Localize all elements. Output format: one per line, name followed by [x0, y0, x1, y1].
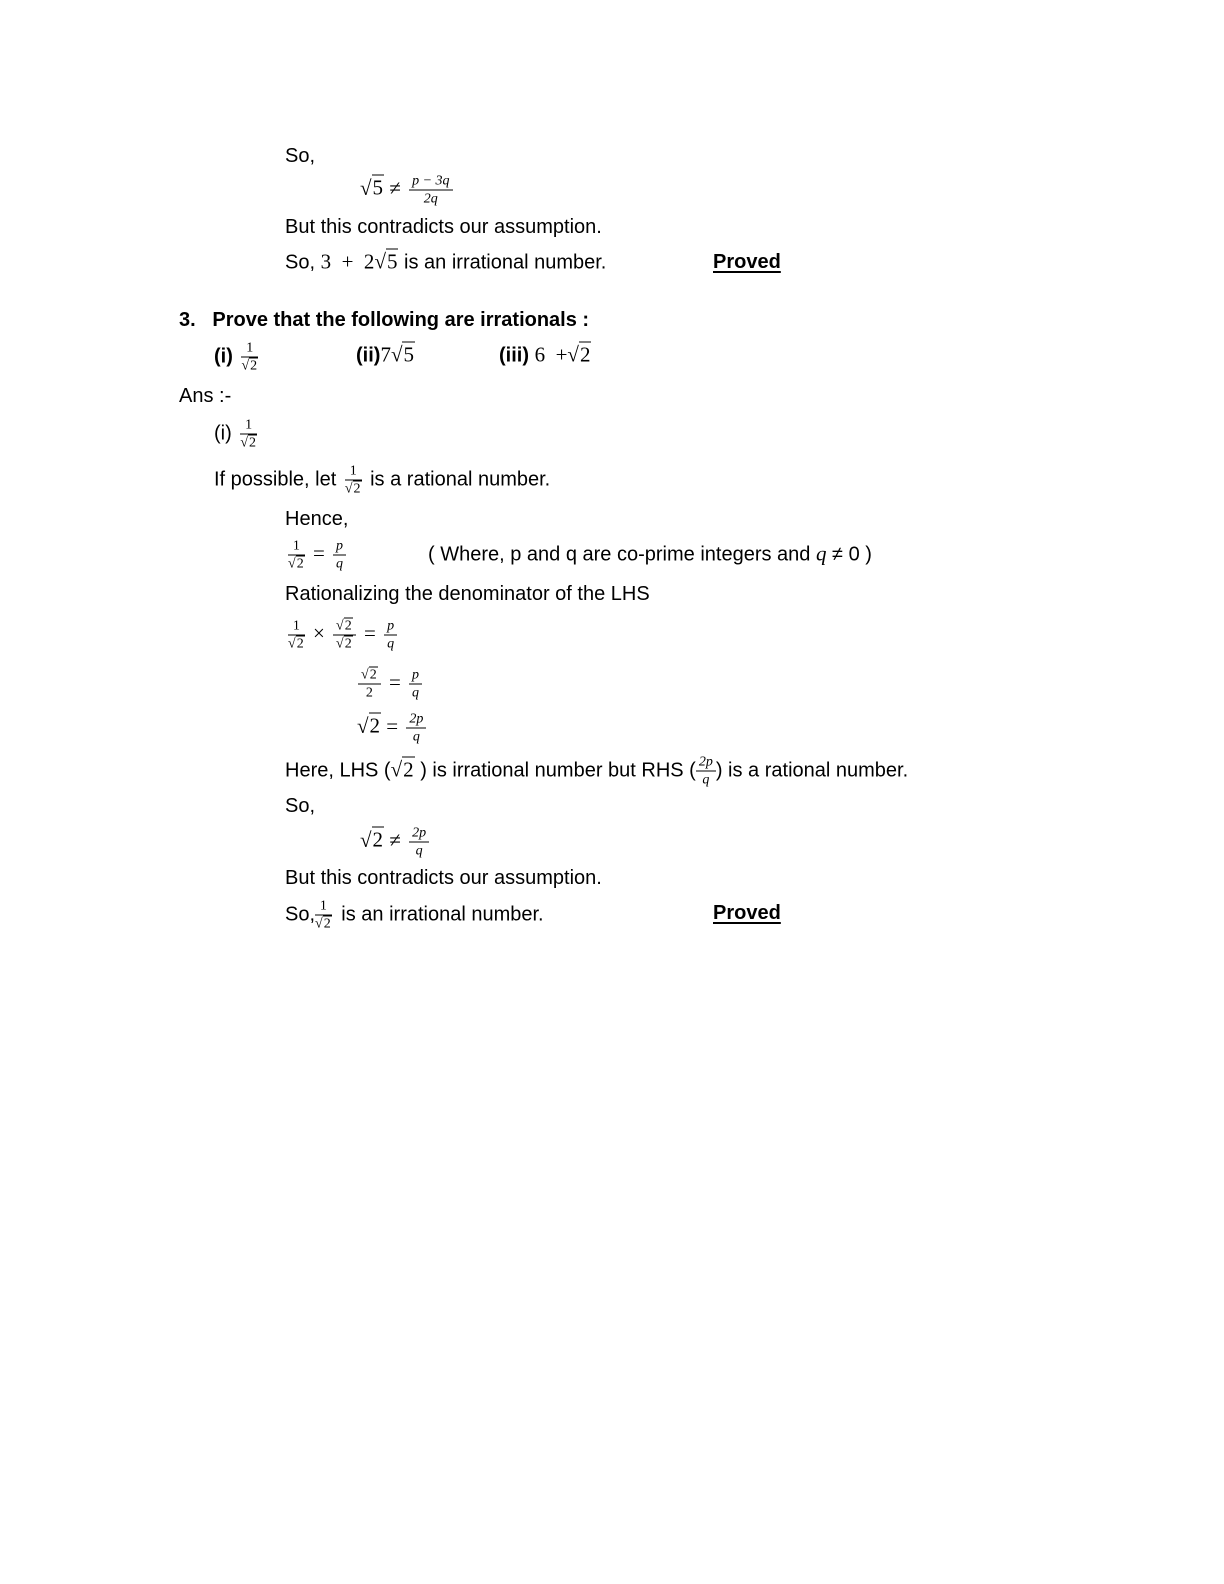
- fraction: [241, 340, 258, 375]
- math-expression: 7: [380, 342, 391, 367]
- numerator: 1: [345, 463, 362, 481]
- times-sign: ×: [312, 620, 325, 645]
- statement-part: ) is irrational number but RHS (: [420, 759, 696, 782]
- numerator: p: [409, 667, 422, 685]
- math-expression: 3 + 2: [320, 249, 375, 274]
- denominator: q: [415, 843, 423, 859]
- note-end: ≠ 0 ): [832, 543, 872, 566]
- equation-3: [355, 667, 425, 702]
- item-label: (iii): [499, 344, 529, 367]
- fraction: $\frac{√2}{2}$: [358, 667, 381, 702]
- numerator: p: [333, 538, 346, 556]
- inequality-sqrt2: [360, 825, 432, 860]
- radicand: 2: [250, 358, 258, 374]
- denominator: q: [336, 556, 344, 572]
- assumption-suffix: is a rational number.: [370, 468, 551, 491]
- numerator: 1: [288, 538, 305, 556]
- fraction: [696, 754, 716, 789]
- radicand: 2: [369, 713, 381, 738]
- radicand: 5: [403, 342, 414, 367]
- denominator: √2: [241, 358, 258, 374]
- equals-sign: =: [363, 620, 376, 645]
- radicand: 2: [372, 827, 384, 852]
- fraction: [384, 618, 397, 653]
- radicand: 5: [372, 175, 384, 200]
- fraction: $\frac{1}{√2}$: [288, 618, 304, 652]
- radicand: 2: [296, 636, 304, 652]
- fraction: $\frac{1}{√2}$: [288, 538, 304, 572]
- radicand: 2: [403, 757, 414, 782]
- fraction: [409, 667, 422, 702]
- item-label: (ii): [356, 344, 381, 367]
- radicand: 5: [386, 249, 398, 274]
- equals-sign: =: [386, 713, 399, 738]
- denominator: q: [412, 729, 420, 745]
- part-label: (i): [214, 422, 232, 445]
- fraction: [406, 711, 426, 746]
- question-item-i: [214, 340, 261, 375]
- radicand: 2: [344, 618, 352, 634]
- so-label: So,: [285, 145, 316, 167]
- conclusion-prefix: So,: [285, 251, 316, 274]
- numerator: 1: [288, 618, 305, 636]
- sqrt-expression: √5: [390, 342, 414, 367]
- equals-sign: =: [388, 669, 401, 694]
- question-item-iii: [499, 343, 591, 368]
- equation-1: [285, 538, 349, 573]
- sqrt-expression: √2: [360, 827, 384, 852]
- radicand: 2: [353, 481, 361, 497]
- note-variable: q: [815, 541, 827, 566]
- proved-label: Proved: [713, 251, 781, 273]
- sqrt-expression: √2: [390, 757, 414, 782]
- sqrt-expression: √5: [374, 249, 398, 274]
- denominator: q: [412, 685, 420, 701]
- radicand: 2: [369, 667, 377, 683]
- conclusion-line: [285, 250, 606, 275]
- radicand: 2: [323, 916, 331, 932]
- radicand: 2: [249, 435, 257, 451]
- note-text: ( Where, p and q are co-prime integers and: [428, 543, 811, 566]
- contradiction-text: But this contradicts our assumption.: [285, 216, 602, 238]
- equation-4: [357, 711, 429, 746]
- fraction: [409, 825, 429, 860]
- inequality-sqrt5: [360, 173, 456, 208]
- conclusion-prefix: So,: [285, 903, 316, 926]
- rationalizing-text: Rationalizing the denominator of the LHS: [285, 583, 650, 605]
- fraction: $\frac{1}{√2}$: [240, 417, 257, 451]
- numerator: 1: [241, 340, 258, 358]
- assumption-prefix: If possible, let: [214, 468, 337, 491]
- coprime-note: [428, 542, 872, 567]
- conclusion-line: [285, 898, 544, 933]
- numerator: 2p: [409, 825, 429, 843]
- lhs-rhs-statement: [285, 754, 908, 789]
- item-label: (i): [214, 345, 233, 368]
- conclusion-suffix: is an irrational number.: [341, 903, 544, 926]
- fraction: [333, 538, 346, 573]
- denominator: q: [387, 636, 395, 652]
- equals-sign: =: [312, 540, 325, 565]
- so-label: So,: [285, 795, 316, 817]
- equation-2: [285, 618, 400, 653]
- question-title: 3. Prove that the following are irrationals :: [179, 309, 590, 331]
- numerator: 1: [240, 417, 257, 435]
- proved-label: Proved: [713, 902, 781, 924]
- fraction: [409, 173, 452, 208]
- fraction: $\frac{1}{√2}$: [344, 463, 361, 497]
- answer-heading: Ans :-: [179, 385, 232, 407]
- radicand: 2: [296, 556, 304, 572]
- contradiction-text: But this contradicts our assumption.: [285, 867, 602, 889]
- sqrt-expression: √5: [360, 175, 384, 200]
- statement-part: Here, LHS (: [285, 759, 391, 782]
- numerator: p − 3q: [409, 173, 452, 191]
- denominator: q: [702, 772, 710, 788]
- denominator: 2: [365, 685, 373, 701]
- statement-part: ) is a rational number.: [715, 759, 909, 782]
- not-equal-sign: ≠: [389, 827, 401, 852]
- conclusion-suffix: is an irrational number.: [404, 251, 607, 274]
- numerator: p: [384, 618, 397, 636]
- answer-part-label: [214, 417, 260, 452]
- not-equal-sign: ≠: [389, 175, 401, 200]
- denominator: 2q: [423, 191, 438, 207]
- numerator: 2p: [696, 754, 716, 772]
- sqrt-expression: √2: [567, 342, 591, 367]
- hence-label: Hence,: [285, 508, 349, 530]
- fraction: $\frac{1}{√2}$: [315, 898, 331, 932]
- math-expression: 6 +: [534, 342, 568, 367]
- assumption-line: [214, 463, 550, 498]
- fraction: $\frac{√2}{√2}$: [333, 618, 356, 653]
- radicand: 2: [344, 636, 352, 652]
- radicand: 2: [579, 342, 591, 367]
- numerator: 2p: [406, 711, 426, 729]
- question-item-ii: [356, 343, 415, 368]
- sqrt-expression: √2: [357, 713, 381, 738]
- numerator: 1: [315, 898, 332, 916]
